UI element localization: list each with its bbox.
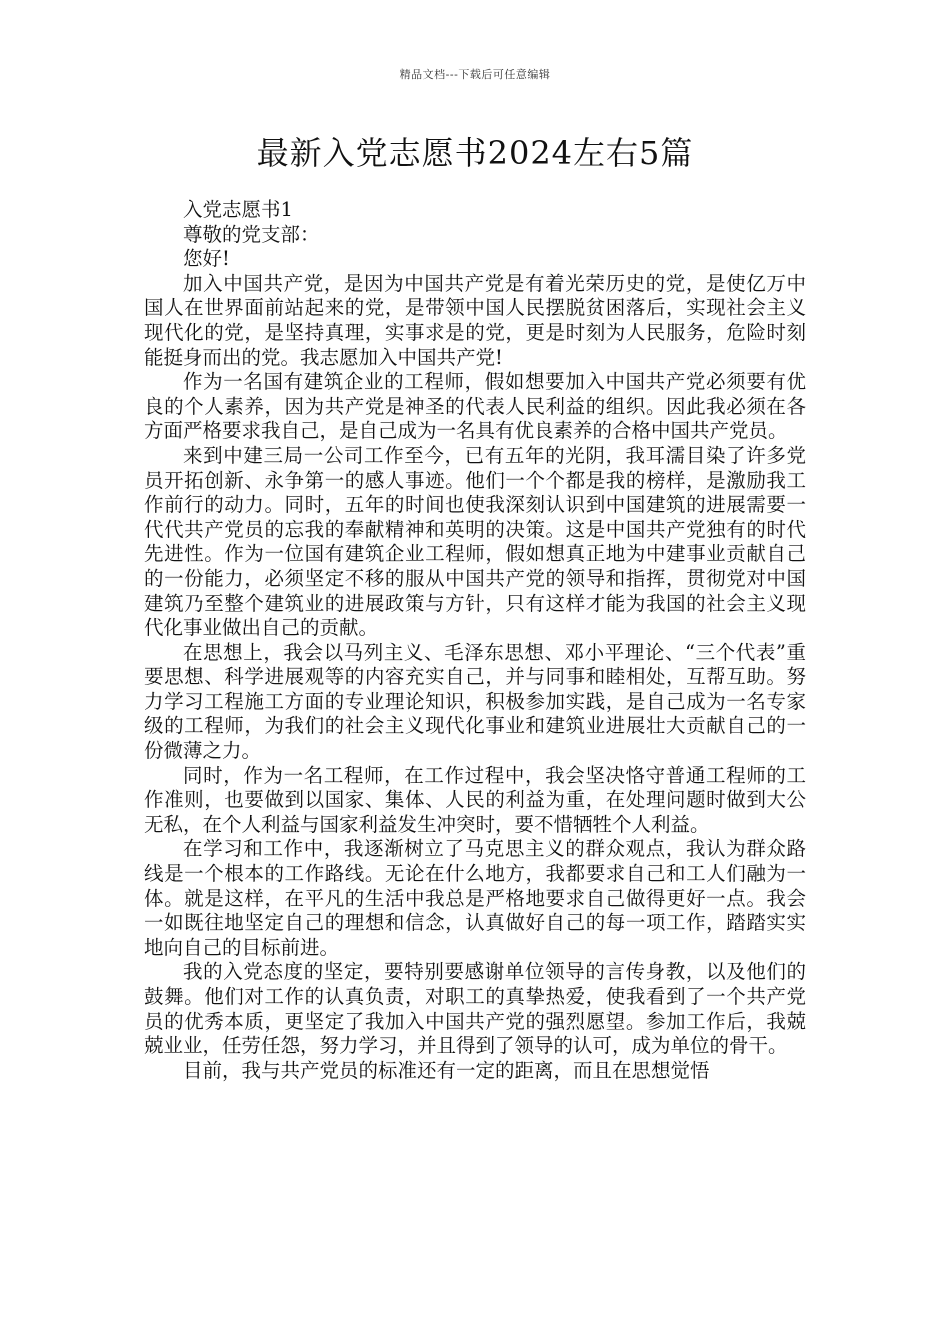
section-label: 入党志愿书1 bbox=[183, 198, 293, 221]
paragraph: 来到中建三局一公司工作至今，已有五年的光阴，我耳濡目染了许多党员开拓创新、永争第一的感人事迹。他们一个个都是我的榜样，是激励我工作前行的动力。同时，五年的时间也使我深刻认识到中国建筑的进展需要一代代共产党员的忘我的奉献精神和英明的决策。这是中国共产党独有的时代先进性。作为一位国有建筑企业工程师，假如想真正地为中建事业贡献自己的一份能力，必须坚定不移的服从中国共产党的领导和指挥，贯彻党对中国建筑乃至整个建筑业的进展政策与方针，只有这样才能为我国的社会主义现代化事业做出自己的贡献。 bbox=[144, 443, 806, 640]
paragraph: 作为一名国有建筑企业的工程师，假如想要加入中国共产党必须要有优良的个人素养，因为共产党是神圣的代表人民利益的组织。因此我必须在各方面严格要求我自己，是自己成为一名具有优良素养的合格中国共产党员。 bbox=[144, 370, 806, 443]
paragraph: 加入中国共产党，是因为中国共产党是有着光荣历史的党，是使亿万中国人在世界面前站起来的党，是带领中国人民摆脱贫困落后，实现社会主义现代化的党，是坚持真理，实事求是的党，更是时刻为人民服务，危险时刻能挺身而出的党。我志愿加入中国共产党! bbox=[144, 271, 806, 369]
paragraph: 我的入党态度的坚定，要特别要感谢单位领导的言传身教，以及他们的鼓舞。他们对工作的认真负责，对职工的真挚热爱，使我看到了一个共产党员的优秀本质，更坚定了我加入中国共产党的强烈愿望。参加工作后，我兢兢业业，任劳任怨，努力学习，并且得到了领导的认可，成为单位的骨干。 bbox=[144, 960, 806, 1058]
paragraph: 目前，我与共产党员的标准还有一定的距离，而且在思想觉悟 bbox=[183, 1058, 710, 1082]
greeting: 您好! bbox=[183, 247, 230, 271]
document-body bbox=[144, 198, 806, 1083]
document-title: 最新入党志愿书2024左右5篇 bbox=[256, 134, 694, 172]
paragraph: 在思想上，我会以马列主义、毛泽东思想、邓小平理论、“三个代表”重要思想、科学进展观等的内容充实自己，并与同事和睦相处，互帮互助。努力学习工程施工方面的专业理论知识，积极参加实践，是自己成为一名专家级的工程师，为我们的社会主义现代化事业和建筑业进展壮大贡献自己的一份微薄之力。 bbox=[144, 640, 806, 763]
salutation: 尊敬的党支部： bbox=[183, 222, 320, 246]
paragraph: 在学习和工作中，我逐渐树立了马克思主义的群众观点，我认为群众路线是一个根本的工作路线。无论在什么地方，我都要求自己和工人们融为一体。就是这样，在平凡的生活中我总是严格地要求自己做得更好一点。我会一如既往地坚定自己的理想和信念，认真做好自己的每一项工作，踏踏实实地向自己的目标前进。 bbox=[144, 837, 806, 959]
header-note: 精品文档---下载后可任意编辑 bbox=[399, 68, 551, 81]
paragraph: 同时，作为一名工程师，在工作过程中，我会坚决恪守普通工程师的工作准则，也要做到以国家、集体、人民的利益为重，在处理问题时做到大公无私，在个人利益与国家利益发生冲突时，要不惜牺牲个人利益。 bbox=[144, 763, 806, 836]
